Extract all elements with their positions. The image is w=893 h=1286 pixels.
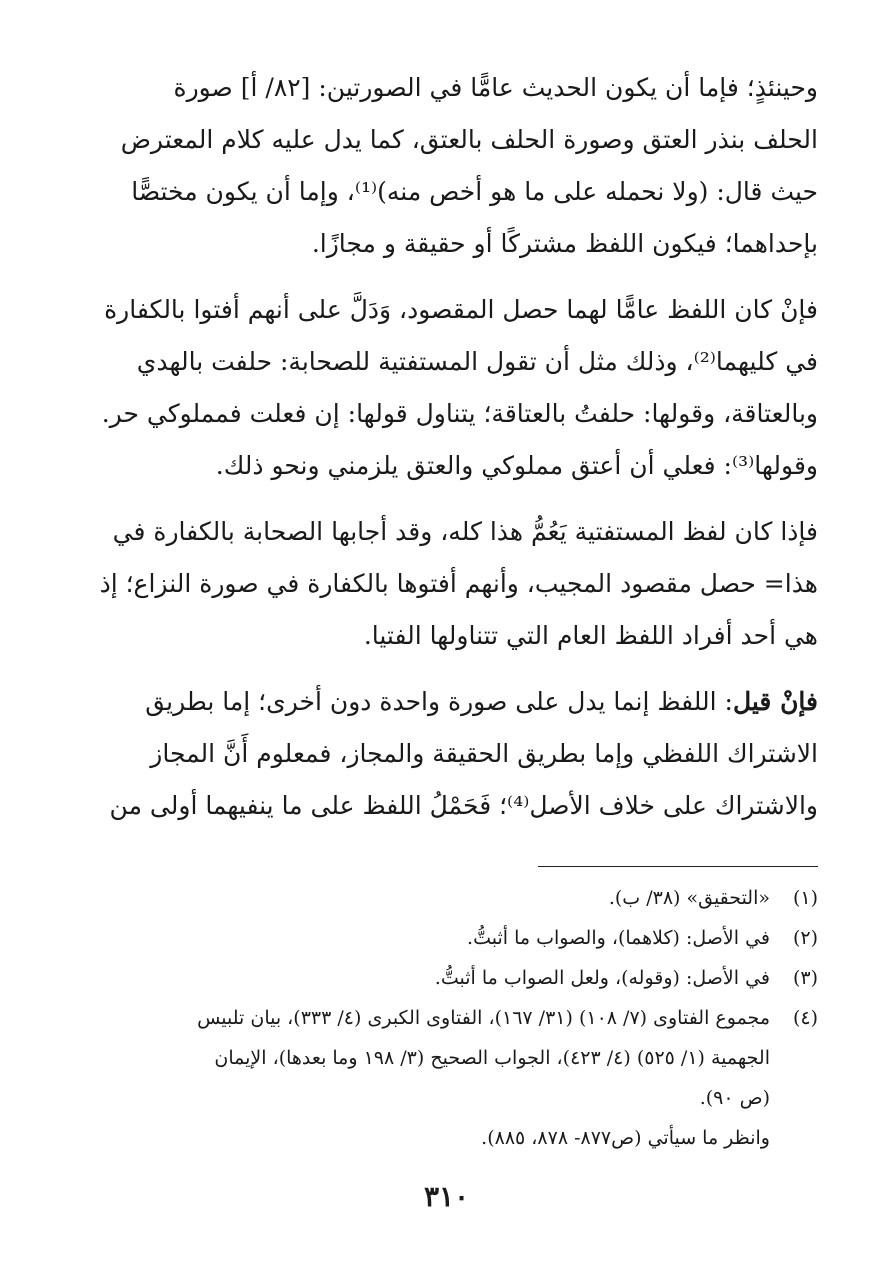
paragraph-line: وقولها⁽³⁾: فعلي أن أعتق مملوكي والعتق يلزمني ونحو ذلك. [215, 451, 818, 480]
footnote-line: (ص ٩٠). [699, 1087, 770, 1109]
paragraph-1 [78, 62, 818, 270]
footnote-text [78, 918, 770, 958]
footnote-4-extra: وانظر ما سيأتي (ص٨٧٧- ٨٧٨، ٨٨٥). [481, 1127, 770, 1149]
footnote-line: مجموع الفتاوى (٧/ ١٠٨) (٣١/ ١٦٧)، الفتاوى الكبرى (٤/ ٣٣٣)، بيان تلبيس [197, 1007, 770, 1029]
paragraph-line: فإذا كان لفظ المستفتية يَعُمُّ هذا كله، وقد أجابها الصحابة بالكفارة في [112, 517, 818, 546]
paragraph-line: هذا= حصل مقصود المجيب، وأنهم أفتوها بالكفارة في صورة النزاع؛ إذ [99, 569, 818, 598]
paragraph-2 [78, 284, 818, 492]
footnote-separator [538, 866, 818, 867]
paragraph-line: الاشتراك اللفظي وإما بطريق الحقيقة والمجاز، فمعلوم أَنَّ المجاز [150, 739, 818, 768]
footnote-number: (٣) [792, 967, 818, 989]
footnote-line: في الأصل: (كلاهما)، والصواب ما أثبتُّ. [467, 927, 770, 949]
main-text [78, 62, 818, 846]
footnote-3 [78, 958, 818, 998]
footnote-4 [78, 998, 818, 1118]
paragraph-line-rest: : اللفظ إنما يدل على صورة واحدة دون أخرى؛ إما بطريق [145, 687, 733, 716]
footnote-text [78, 998, 770, 1118]
paragraph-line: في كليهما⁽²⁾، وذلك مثل أن تقول المستفتية للصحابة: حلفت بالهدي [136, 347, 818, 376]
footnote-line: الجهمية (١/ ٥٢٥) (٤/ ٤٢٣)، الجواب الصحيح (٣/ ١٩٨ وما بعدها)، الإيمان [214, 1047, 770, 1069]
paragraph-lead: فإنْ قيل [732, 687, 818, 716]
paragraph-line: حيث قال: (ولا نحمله على ما هو أخص منه)⁽¹⁾، وإما أن يكون مختصًّا [131, 177, 818, 206]
paragraph-line: والاشتراك على خلاف الأصل⁽⁴⁾؛ فَحَمْلُ اللفظ على ما ينفيهما أولى من [109, 791, 818, 820]
footnote-1 [78, 878, 818, 918]
footnote-number: (١) [792, 887, 818, 909]
paragraph-line: الحلف بنذر العتق وصورة الحلف بالعتق، كما يدل عليه كلام المعترض [120, 125, 818, 154]
footnote-number: (٤) [792, 1007, 818, 1029]
paragraph-line [78, 676, 818, 728]
footnote-number: (٢) [792, 927, 818, 949]
paragraph-line: وبالعتاقة، وقولها: حلفتُ بالعتاقة؛ يتناول قولها: إن فعلت فمملوكي حر. [101, 399, 818, 428]
paragraph-line: وحينئذٍ؛ فإما أن يكون الحديث عامًّا في الصورتين: [٨٢/ أ] صورة [173, 73, 818, 102]
paragraph-4 [78, 676, 818, 832]
footnote-text [78, 878, 770, 918]
footnote-line: «التحقيق» (٣٨/ ب). [608, 887, 770, 909]
footnote-text [78, 958, 770, 998]
footnote-2 [78, 918, 818, 958]
paragraph-line: فإنْ كان اللفظ عامًّا لهما حصل المقصود، وَدَلَّ على أنهم أفتوا بالكفارة [104, 295, 818, 324]
footnote-line: في الأصل: (وقوله)، ولعل الصواب ما أثبتُّ. [434, 967, 770, 989]
paragraph-line: بإحداهما؛ فيكون اللفظ مشتركًا أو حقيقة و مجازًا. [311, 229, 818, 258]
paragraph-line: هي أحد أفراد اللفظ العام التي تتناولها الفتيا. [363, 621, 818, 650]
page-number: ٣١٠ [423, 1180, 470, 1213]
footnotes [78, 878, 818, 1158]
paragraph-3 [78, 506, 818, 662]
